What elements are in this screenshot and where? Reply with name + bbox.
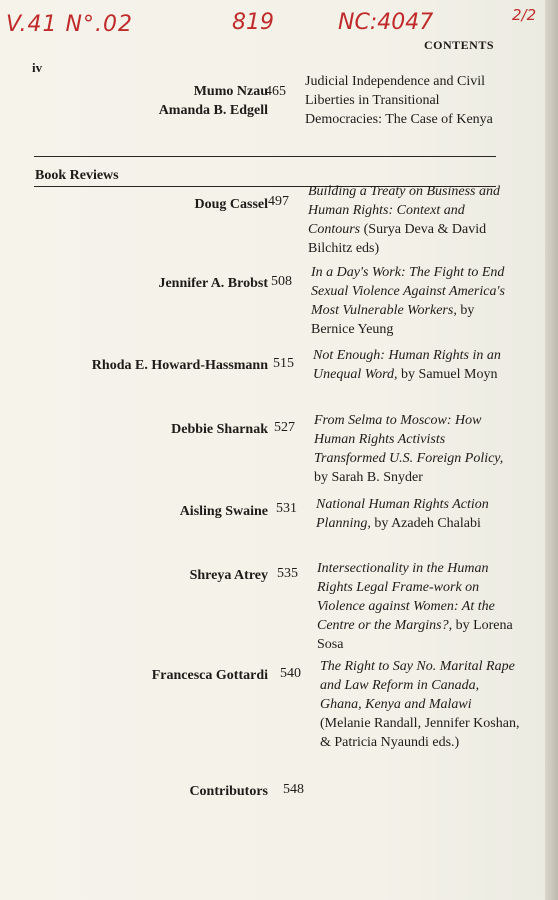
author-name: Amanda B. Edgell <box>158 103 268 118</box>
contributors-page: 548 <box>283 782 304 797</box>
review-page: 540 <box>280 666 301 681</box>
review-author: Jennifer A. Brobst <box>158 276 268 291</box>
section-heading: Book Reviews <box>35 168 119 183</box>
handwritten-fraction-note: 2/2 <box>512 6 537 24</box>
review-title: National Human Rights Action Planning, by Azadeh Chalabi <box>316 497 489 531</box>
review-page: 527 <box>274 420 295 435</box>
handwritten-volume-note: V.41 N°.02 <box>6 12 133 37</box>
author-name: Mumo Nzau <box>193 84 268 99</box>
page-edge <box>545 0 558 900</box>
review-page: 531 <box>276 501 297 516</box>
review-page: 508 <box>271 274 292 289</box>
review-author: Rhoda E. Howard-Hassmann <box>91 358 268 373</box>
review-page: 515 <box>273 356 294 371</box>
review-author: Aisling Swaine <box>179 504 268 519</box>
contributors-label: Contributors <box>189 784 268 799</box>
review-title: The Right to Say No. Marital Rape and Law Reform in Canada, Ghana, Kenya and Malawi (Melanie Randall, Jennifer Koshan, & Patricia Nyaundi eds.) <box>320 659 520 750</box>
review-title: Not Enough: Human Rights in an Unequal Word, by Samuel Moyn <box>313 348 501 382</box>
review-author: Francesca Gottardi <box>151 668 268 683</box>
divider-rule <box>34 156 496 157</box>
review-author: Doug Cassel <box>194 197 268 212</box>
top-entry-page: 465 <box>265 84 286 99</box>
top-entry-title: Judicial Independence and Civil Liberties in Transitional Democracies: The Case of Kenya <box>305 74 493 127</box>
running-header: CONTENTS <box>424 38 495 52</box>
review-page: 497 <box>268 194 289 209</box>
review-author: Debbie Sharnak <box>171 422 268 437</box>
page-number: iv <box>32 60 43 75</box>
handwritten-number-note: 819 <box>232 10 274 35</box>
review-page: 535 <box>277 566 298 581</box>
review-title: Building a Treaty on Business and Human Rights: Context and Contours (Surya Deva & David Bilchitz eds) <box>308 184 500 256</box>
review-title: In a Day's Work: The Fight to End Sexual Violence Against America's Most Vulnerable Workers, by Bernice Yeung <box>311 265 505 337</box>
review-title: Intersectionality in the Human Rights Legal Frame-work on Violence against Women: At the Centre or the Margins?, by Lorena Sosa <box>317 561 513 652</box>
review-title: From Selma to Moscow: How Human Rights Activists Transformed U.S. Foreign Policy, by Sarah B. Snyder <box>314 413 504 485</box>
top-entry-authors <box>159 82 268 120</box>
handwritten-nc-note: NC:4047 <box>338 10 434 35</box>
review-author: Shreya Atrey <box>189 568 268 583</box>
